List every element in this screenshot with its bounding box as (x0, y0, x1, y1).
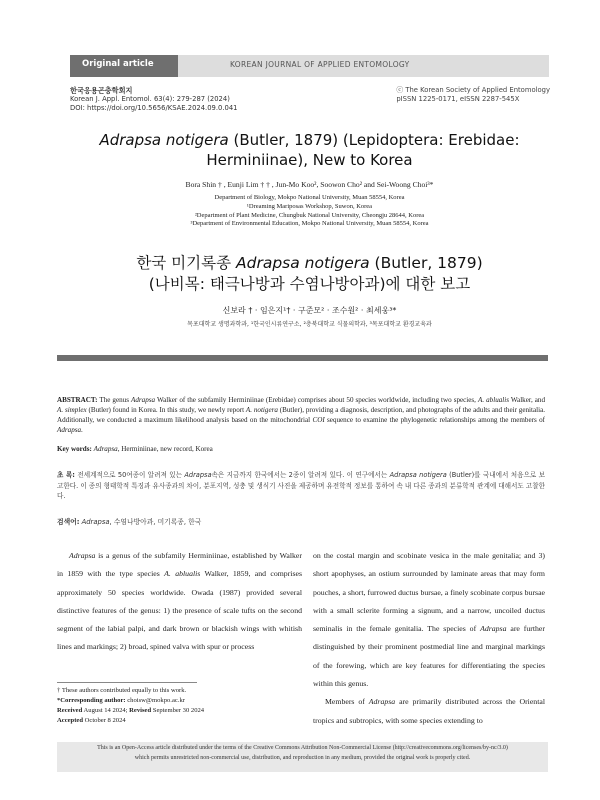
corresponding-email[interactable]: choisw@mokpo.ac.kr (125, 697, 185, 704)
abstract-text: The genus (97, 396, 132, 404)
abstract-species: A. notigera (245, 406, 278, 414)
korean-title (70, 253, 549, 295)
body-text: are further distinguished by their prominent postmedial line and marginal markings of the forewing, which are key features for differentiating the species within this genus. (313, 624, 545, 689)
copyright-block (396, 86, 550, 104)
body-text: is a genus of the subfamily Herminiinae, established by Walker in 1859 with the type species (57, 551, 302, 579)
korean-title-a: 한국 미기록종 (136, 254, 237, 272)
footnote-rule (57, 682, 197, 683)
revised-date: September 30 2024 (151, 707, 205, 714)
received-label: Received (57, 707, 83, 714)
section-divider (57, 355, 548, 361)
abstract-genus: Adrapsa (57, 426, 82, 434)
corresponding-label: *Corresponding author: (57, 697, 126, 704)
abstract-text: sequence to examine the phylogenetic relationships among the members of (324, 416, 545, 424)
keywords (57, 445, 545, 453)
body-text: on the costal margin and scobinate vesica in the male genitalia; and 3) short apophyses, an ostium surrounded by laminate areas that may form pouches, a short, furrowed ductus bursae, a finely scobinate corpus bursae with a small sclerite forming a signum, and a narrow, uncoiled ductus seminalis in the female genitalia. The species of (313, 551, 545, 634)
body-genus: Adrapsa (480, 624, 507, 634)
abstract-text: (Butler), providing a diagnosis, description, and photographs of the adults and their genitalia. Additionally, we conducted a maximum likelihood analysis based on the mitochondrial (57, 406, 545, 424)
license-line: This is an Open-Access article distributed under the terms of the Creative Commons Attribution Non-Commercial License (http://creativecommons.org/licenses/by-nc/3.0) (97, 745, 508, 751)
korean-abstract-text: (Butler)를 국내에서 처음으로 보고한다. 이 종의 형태학적 특징과 유사종과의 차이, 분포지역, 성충 및 생식기 사진을 제공하며 유전학적 정보를 통하여 속 내 다른 종과의 분류학적 관계에 대해서도 고찰한다. (57, 471, 545, 500)
korean-abstract-label: 초 록: (57, 471, 75, 479)
korean-keywords-text: , 수염나방아과, 미기록종, 한국 (109, 518, 202, 526)
accepted (57, 716, 302, 726)
body-genus: Adrapsa (368, 697, 396, 707)
body-genus: Adrapsa (69, 551, 96, 560)
received-revised (57, 706, 302, 716)
korean-abstract (57, 470, 545, 502)
license-line: which permits unrestricted non-commercial use, distribution, and reproduction in any medium, provided the original work is properly cited. (134, 754, 471, 761)
abstract-genus: Adrapsa (131, 396, 156, 404)
revised-label: Revised (129, 707, 152, 714)
equal-contribution-note: † These authors contributed equally to this work. (57, 687, 187, 694)
body-text: are primarily distributed across the Oriental tropics and subtropics, with some species extending to (313, 697, 546, 725)
abstract-text: . (81, 426, 83, 434)
korean-keywords-label: 검색어: (57, 518, 80, 526)
affiliations (70, 194, 549, 229)
body-paragraph (313, 547, 545, 693)
keywords-text: , Herminiinae, new record, Korea (117, 445, 213, 453)
abstract-text: (Butler) found in Korea. In this study, we newly report (86, 406, 246, 414)
corresponding-author (57, 696, 302, 706)
keyword-genus: Adrapsa (93, 445, 118, 453)
article-type: Original article (82, 59, 154, 69)
abstract-text: Walker of the subfamily Herminiinae (Erebidae) comprises about 50 species worldwide, including two species, (155, 396, 478, 404)
copyright: ⓒ The Korean Society of Applied Entomology (396, 86, 550, 94)
body-column-right (313, 547, 545, 730)
journal-korean-name: 한국응용곤충학회지 (70, 86, 133, 95)
citation: Korean J. Appl. Entomol. 63(4): 279-287 (2024) (70, 95, 230, 103)
korean-keywords (57, 516, 545, 526)
received-date: August 14 2024; (82, 707, 130, 714)
abstract-gene: COI (312, 416, 325, 424)
article-title (70, 130, 549, 170)
issn: pISSN 1225-0171, eISSN 2287-545X (396, 95, 520, 103)
abstract-species: A. ablualis (478, 396, 510, 404)
korean-title-b: (Butler, 1879) (369, 254, 483, 272)
abstract-text: Walker, and (509, 396, 545, 404)
korean-author-list: 신보라 † · 임은지¹† · 구준모² · 조수원² · 최세웅³* (222, 306, 397, 315)
body-paragraph (313, 693, 545, 730)
body-species: A. ablualis (164, 569, 201, 579)
korean-abstract-species: Adrapsa notigera (389, 471, 447, 479)
citation-block (70, 86, 238, 113)
korean-title-species: Adrapsa notigera (236, 254, 370, 272)
footnotes (57, 686, 302, 726)
body-text: Members of (325, 697, 369, 707)
license-box (57, 742, 548, 772)
accepted-label: Accepted (57, 717, 83, 724)
title-rest: (Butler, 1879) (Lepidoptera: Erebidae: Herminiinae), New to Korea (206, 131, 520, 169)
body-paragraph (57, 547, 302, 657)
abstract-label: ABSTRACT: (57, 396, 98, 404)
korean-abstract-text: 속은 지금까지 한국에서는 2종이 알려져 있다. 이 연구에서는 (211, 471, 390, 479)
affiliation: ²Department of Plant Medicine, Chungbuk National University, Cheongju 28644, Korea (194, 211, 425, 219)
korean-abstract-text: 전세계적으로 50여종이 알려져 있는 (74, 471, 185, 479)
journal-name: KOREAN JOURNAL OF APPLIED ENTOMOLOGY (230, 60, 410, 69)
korean-affiliations: 목포대학교 생명과학과, ¹한국인시류연구소, ²충북대학교 식물의학과, ³목포대학교 환경교육과 (187, 321, 432, 328)
title-species: Adrapsa notigera (99, 131, 229, 149)
korean-abstract-genus: Adrapsa (184, 471, 212, 479)
body-text: Walker, 1859, and comprises approximately 50 species worldwide. Owada (1987) provided several distinctive features of the genus: 1) the presence of scale tufts on the second segment of the labial palpi, and dark brown or blackish wings with whitish lines and markings; 2) broad, spined valva with spur or process (57, 569, 302, 652)
korean-title-line2: (나비목: 태극나방과 수염나방아과)에 대한 보고 (148, 275, 471, 293)
affiliation: ³Department of Environmental Education, Mokpo National University, Muan 58554, Korea (190, 220, 429, 228)
abstract-species: A. simplex (57, 406, 87, 414)
body-column-left (57, 547, 302, 657)
keywords-label: Key words: (57, 445, 92, 453)
doi-link[interactable]: DOI: https://doi.org/10.5656/KSAE.2024.09.0.041 (70, 104, 238, 112)
affiliation: Department of Biology, Mokpo National University, Muan 58554, Korea (214, 194, 405, 201)
accepted-date: October 8 2024 (83, 717, 126, 724)
affiliation: ¹Dreaming Mariposas Workshop, Suwon, Korea (246, 202, 373, 210)
korean-keyword-genus: Adrapsa (81, 518, 110, 526)
author-list: Bora Shin † , Eunji Lim † † , Jun-Mo Koo², Soowon Cho² and Sei-Woong Choi³* (185, 180, 434, 189)
abstract (57, 395, 545, 435)
